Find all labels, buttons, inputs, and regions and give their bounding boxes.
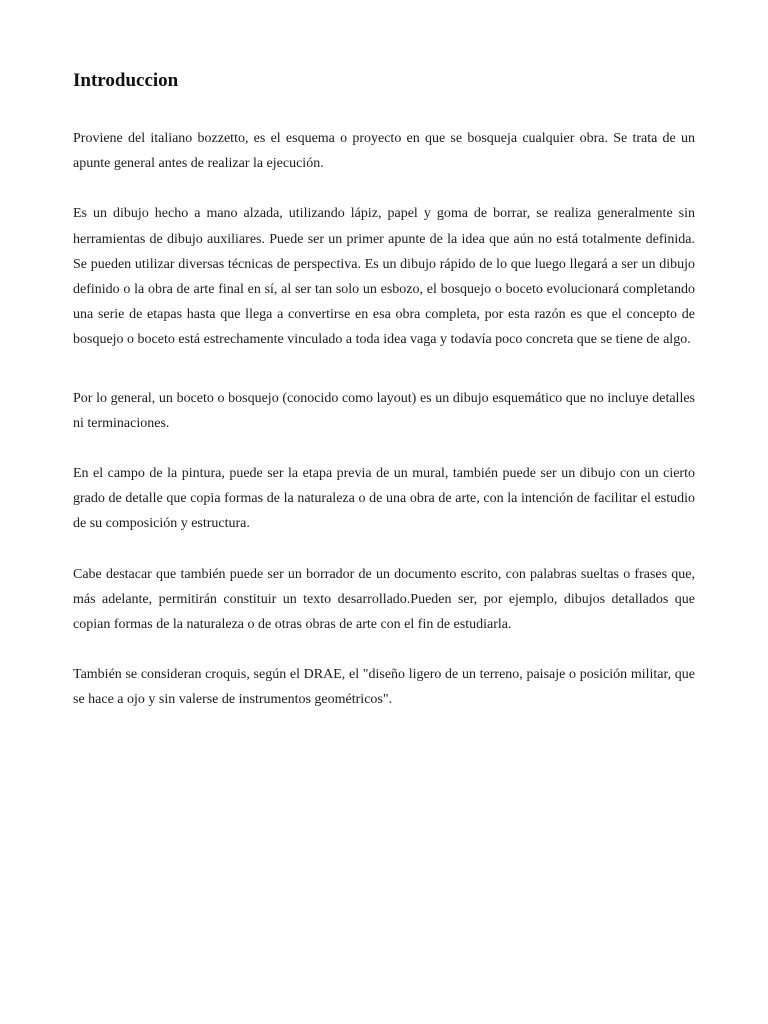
paragraph-definition: Es un dibujo hecho a mano alzada, utilizando lápiz, papel y goma de borrar, se realiza generalmente sin herramientas de dibujo auxiliares. Puede ser un primer apunte de la idea que aún no está totalmente definida. Se pueden utilizar diversas técnicas de perspectiva. Es un dibujo rápido de lo que luego llegará a ser un dibujo definido o la obra de arte final en sí, al ser tan solo un esbozo, el bosquejo o boceto evolucionará completando una serie de etapas hasta que llega a convertirse en esa obra completa, por esta razón es que el concepto de bosquejo o boceto está estrechamente vinculado a toda idea vaga y todavía poco concreta que se tiene de algo. [73,206,695,348]
document-title: Introduccion [73,70,179,91]
paragraph-layout: Por lo general, un boceto o bosquejo (conocido como layout) es un dibujo esquemático que no incluye detalles ni terminaciones. [73,390,695,431]
paragraph-croquis: También se consideran croquis, según el DRAE, el "diseño ligero de un terreno, paisaje o posición militar, que se hace a ojo y sin valerse de instrumentos geométricos". [73,667,695,708]
paragraph-painting: En el campo de la pintura, puede ser la etapa previa de un mural, también puede ser un dibujo con un cierto grado de detalle que copia formas de la naturaleza o de una obra de arte, con la intención de facilitar el estudio de su composición y estructura. [73,466,695,532]
document-page [73,68,695,713]
paragraph-origin: Proviene del italiano bozzetto, es el esquema o proyecto en que se bosqueja cualquier obra. Se trata de un apunte general antes de realizar la ejecución. [73,131,695,172]
paragraph-draft: Cabe destacar que también puede ser un borrador de un documento escrito, con palabras sueltas o frases que, más adelante, permitirán constituir un texto desarrollado.Pueden ser, por ejemplo, dibujos detallados que copian formas de la naturaleza o de otras obras de arte con el fin de estudiarla. [73,566,695,633]
